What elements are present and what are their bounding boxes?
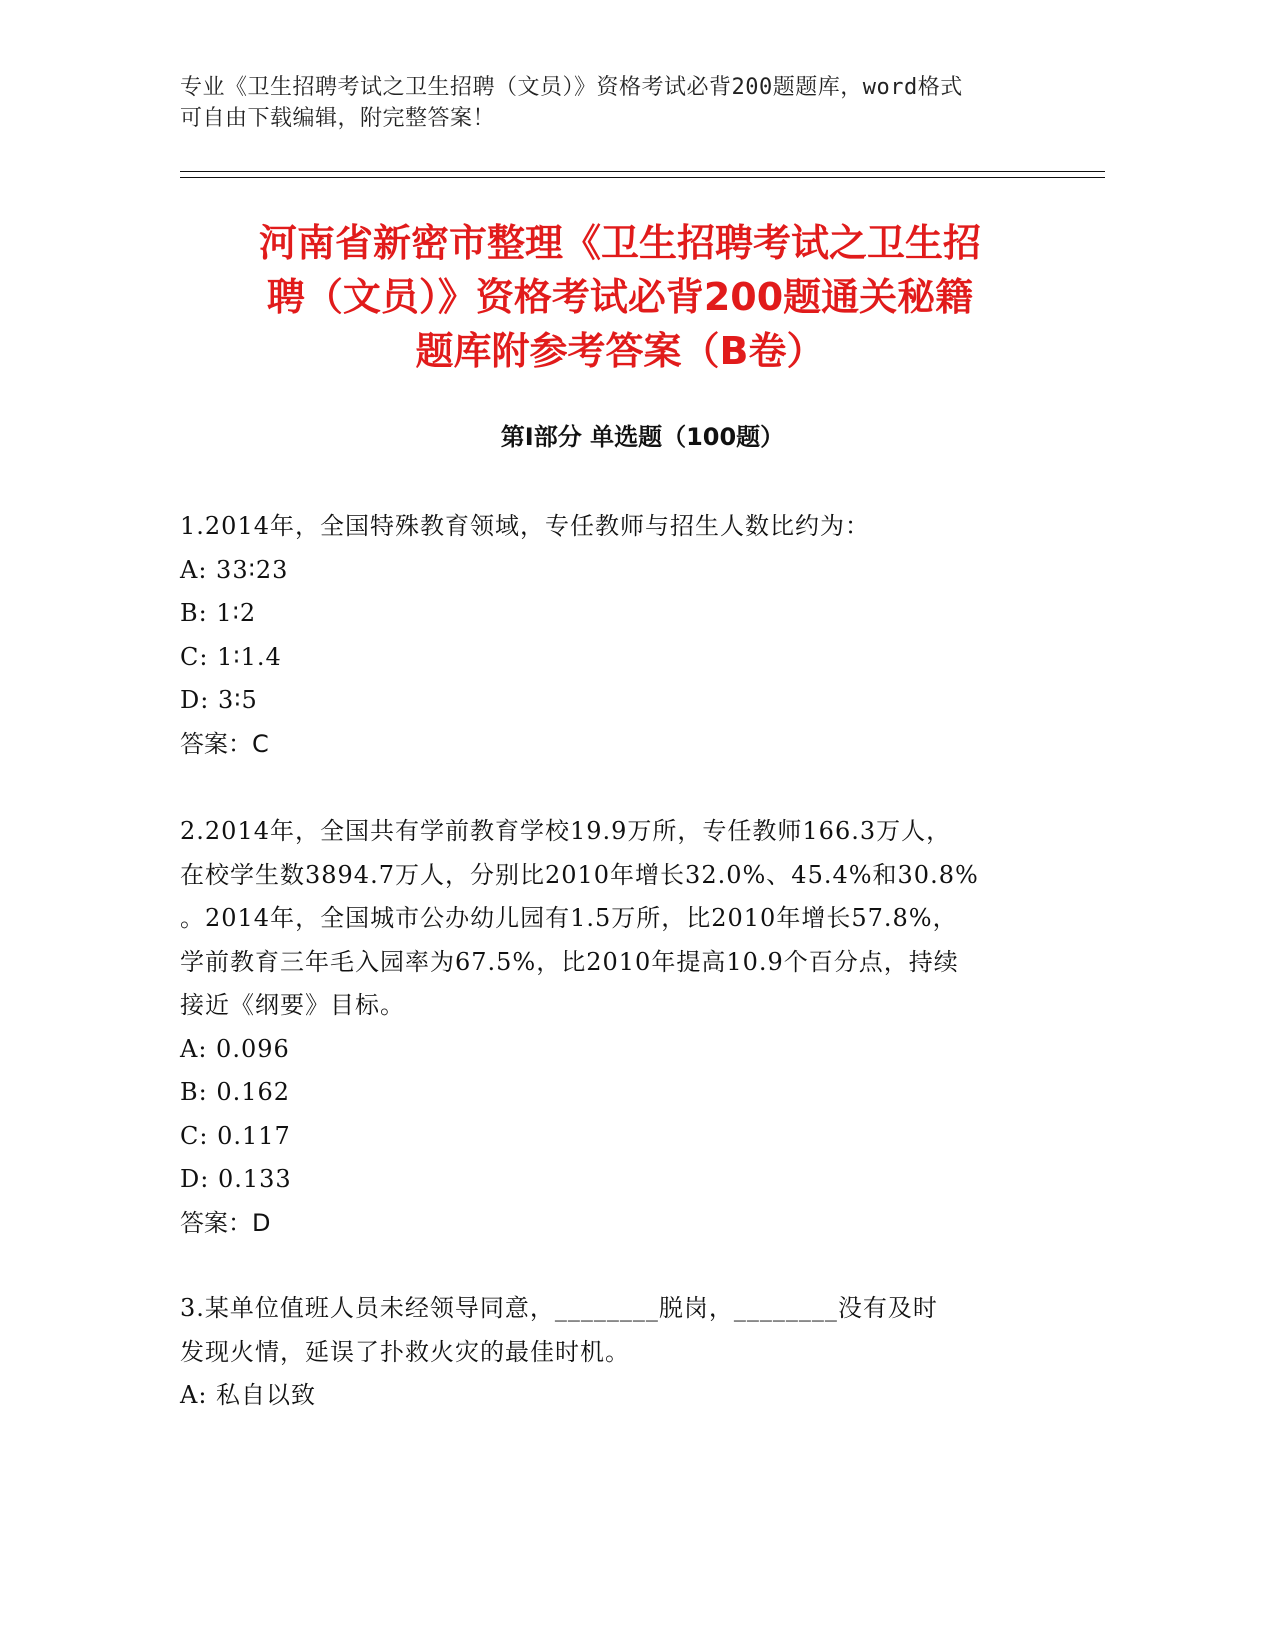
- document-title-line-2: 聘（文员）》资格考试必背200题通关秘籍: [266, 275, 974, 319]
- question-stem-line: 接近《纲要》目标。: [180, 991, 405, 1019]
- option-a: A: 0.096: [180, 1034, 290, 1063]
- option-a: A: 私自以致: [180, 1381, 317, 1409]
- option-c: C: 1∶1.4: [180, 642, 282, 671]
- header-divider-bottom: [180, 177, 1105, 178]
- question-stem-line: 1.2014年，全国特殊教育领域，专任教师与招生人数比约为：: [180, 512, 870, 540]
- question-1: [180, 505, 1050, 766]
- question-2: [180, 810, 1050, 1245]
- header-note-line-2: 可自由下载编辑，附完整答案！: [180, 106, 496, 131]
- option-d: D: 3∶5: [180, 686, 258, 714]
- answer-line: 答案：C: [180, 729, 269, 758]
- question-stem: [180, 810, 1050, 1028]
- document-title-line-3: 题库附参考答案（B卷）: [415, 329, 825, 373]
- question-stem-line: 3.某单位值班人员未经领导同意，________脱岗，________没有及时: [180, 1294, 938, 1322]
- question-stem: [180, 1287, 1050, 1374]
- section-title: 第Ⅰ部分 单选题（100题）: [500, 423, 785, 451]
- document-header-note: [180, 72, 1060, 134]
- question-stem-line: 学前教育三年毛入园率为67.5%，比2010年提高10.9个百分点，持续: [180, 947, 959, 976]
- header-note-line-1: 专业《卫生招聘考试之卫生招聘（文员）》资格考试必背200题题库，word格式: [180, 75, 963, 100]
- option-b: B: 1∶2: [180, 599, 257, 627]
- option-a: A: 33∶23: [180, 555, 289, 584]
- question-stem-line: 2.2014年，全国共有学前教育学校19.9万所，专任教师166.3万人，: [180, 817, 952, 845]
- header-divider-top: [180, 171, 1105, 172]
- document-title-line-1: 河南省新密市整理《卫生招聘考试之卫生招: [258, 221, 981, 265]
- answer-line: 答案：D: [180, 1208, 271, 1237]
- document-title: [180, 216, 1060, 378]
- question-3: [180, 1287, 1050, 1418]
- option-c: C: 0.117: [180, 1121, 291, 1150]
- question-stem-line: 发现火情，延误了扑救火灾的最佳时机。: [180, 1337, 630, 1366]
- option-b: B: 0.162: [180, 1078, 291, 1106]
- question-stem: [180, 505, 1050, 549]
- question-stem-line: 在校学生数3894.7万人，分别比2010年增长32.0%、45.4%和30.8%: [180, 860, 979, 889]
- option-d: D: 0.133: [180, 1165, 292, 1193]
- question-stem-line: 。2014年，全国城市公办幼儿园有1.5万所，比2010年增长57.8%，: [180, 904, 958, 932]
